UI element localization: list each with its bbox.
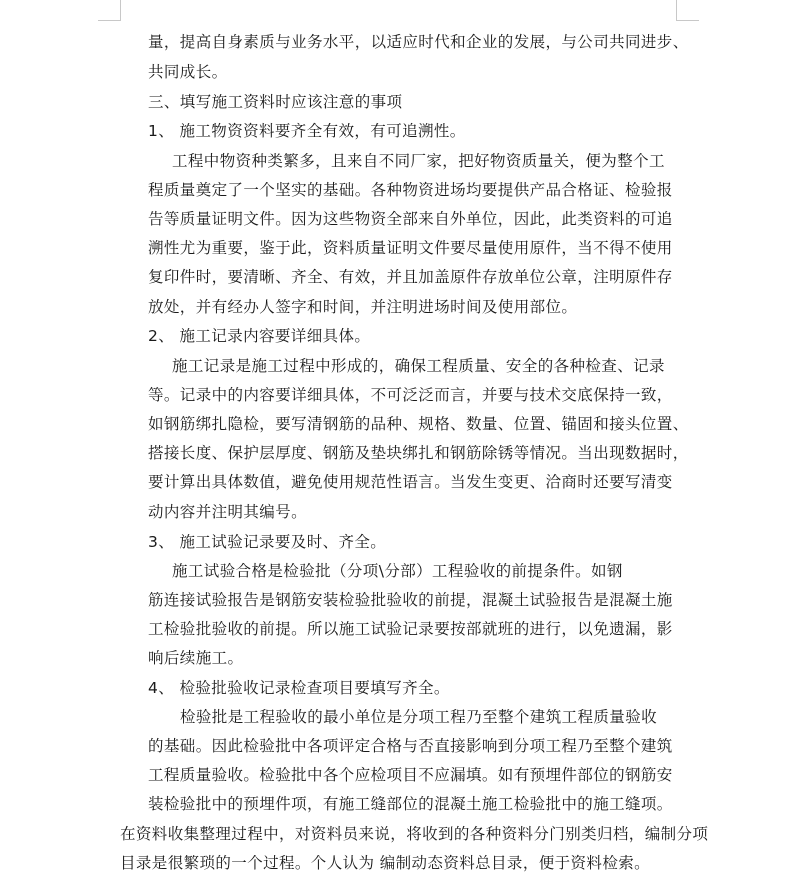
text-line: 程质量奠定了一个坚实的基础。各种物资进场均要提供产品合格证、检验报 [148, 181, 673, 199]
text-line: 装检验批中的预埋件项，有施工缝部位的混凝土施工检验批中的施工缝项。 [148, 795, 673, 813]
subheading-4: 4、 检验批验收记录检查项目要填写齐全。 [148, 679, 450, 697]
text-line: 目录是很繁琐的一个过程。个人认为 编制动态资料总目录，便于资料检索。 [120, 854, 651, 872]
text-line: 告等质量证明文件。因为这些物资全部来自外单位，因此，此类资料的可追 [148, 210, 673, 228]
text-line: 响后续施工。 [148, 649, 244, 667]
text-line: 检验批是工程验收的最小单位是分项工程乃至整个建筑工程质量验收 [180, 708, 658, 726]
text-line: 工程中物资种类繁多，且来自不同厂家，把好物资质量关，便为整个工 [172, 152, 665, 170]
text-line: 如钢筋绑扎隐检，要写清钢筋的品种、规格、数量、位置、锚固和接头位置、 [148, 415, 689, 433]
crop-mark-right [676, 0, 699, 21]
text-line: 筋连接试验报告是钢筋安装检验批验收的前提，混凝土试验报告是混凝土施 [148, 591, 673, 609]
text-line: 溯性尤为重要，鉴于此，资料质量证明文件要尽量使用原件，当不得不使用 [148, 239, 673, 257]
text-line: 等。记录中的内容要详细具体，不可泛泛而言，并要与技术交底保持一致， [148, 386, 673, 404]
text-line: 工程质量验收。检验批中各个应检项目不应漏填。如有预埋件部位的钢筋安 [148, 766, 673, 784]
text-line: 要计算出具体数值，避免使用规范性语言。当发生变更、洽商时还要写清变 [148, 473, 673, 491]
text-line: 搭接长度、保护层厚度、钢筋及垫块绑扎和钢筋除锈等情况。当出现数据时， [148, 444, 689, 462]
text-line: 共同成长。 [148, 63, 228, 81]
text-line: 工检验批验收的前提。所以施工试验记录要按部就班的进行，以免遗漏，影 [148, 620, 673, 638]
text-line: 在资料收集整理过程中，对资料员来说，将收到的各种资料分门别类归档，编制分项 [120, 825, 709, 843]
text-line: 放处，并有经办人签字和时间，并注明进场时间及使用部位。 [148, 298, 578, 316]
text-line: 的基础。因此检验批中各项评定合格与否直接影响到分项工程乃至整个建筑 [148, 737, 673, 755]
subheading-2: 2、 施工记录内容要详细具体。 [148, 327, 371, 345]
crop-mark-left [98, 0, 121, 21]
subheading-3: 3、 施工试验记录要及时、齐全。 [148, 533, 387, 551]
section-heading: 三、填写施工资料时应该注意的事项 [148, 93, 403, 111]
text-line: 动内容并注明其编号。 [148, 503, 308, 521]
subheading-1: 1、 施工物资资料要齐全有效，有可追溯性。 [148, 122, 466, 140]
text-line: 施工记录是施工过程中形成的，确保工程质量、安全的各种检查、记录 [172, 357, 665, 375]
text-line: 量，提高自身素质与业务水平，以适应时代和企业的发展，与公司共同进步、 [148, 33, 689, 51]
text-line: 复印件时，要清晰、齐全、有效，并且加盖原件存放单位公章，注明原件存 [148, 268, 673, 286]
text-line: 施工试验合格是检验批（分项\分部）工程验收的前提条件。如钢 [172, 562, 623, 580]
